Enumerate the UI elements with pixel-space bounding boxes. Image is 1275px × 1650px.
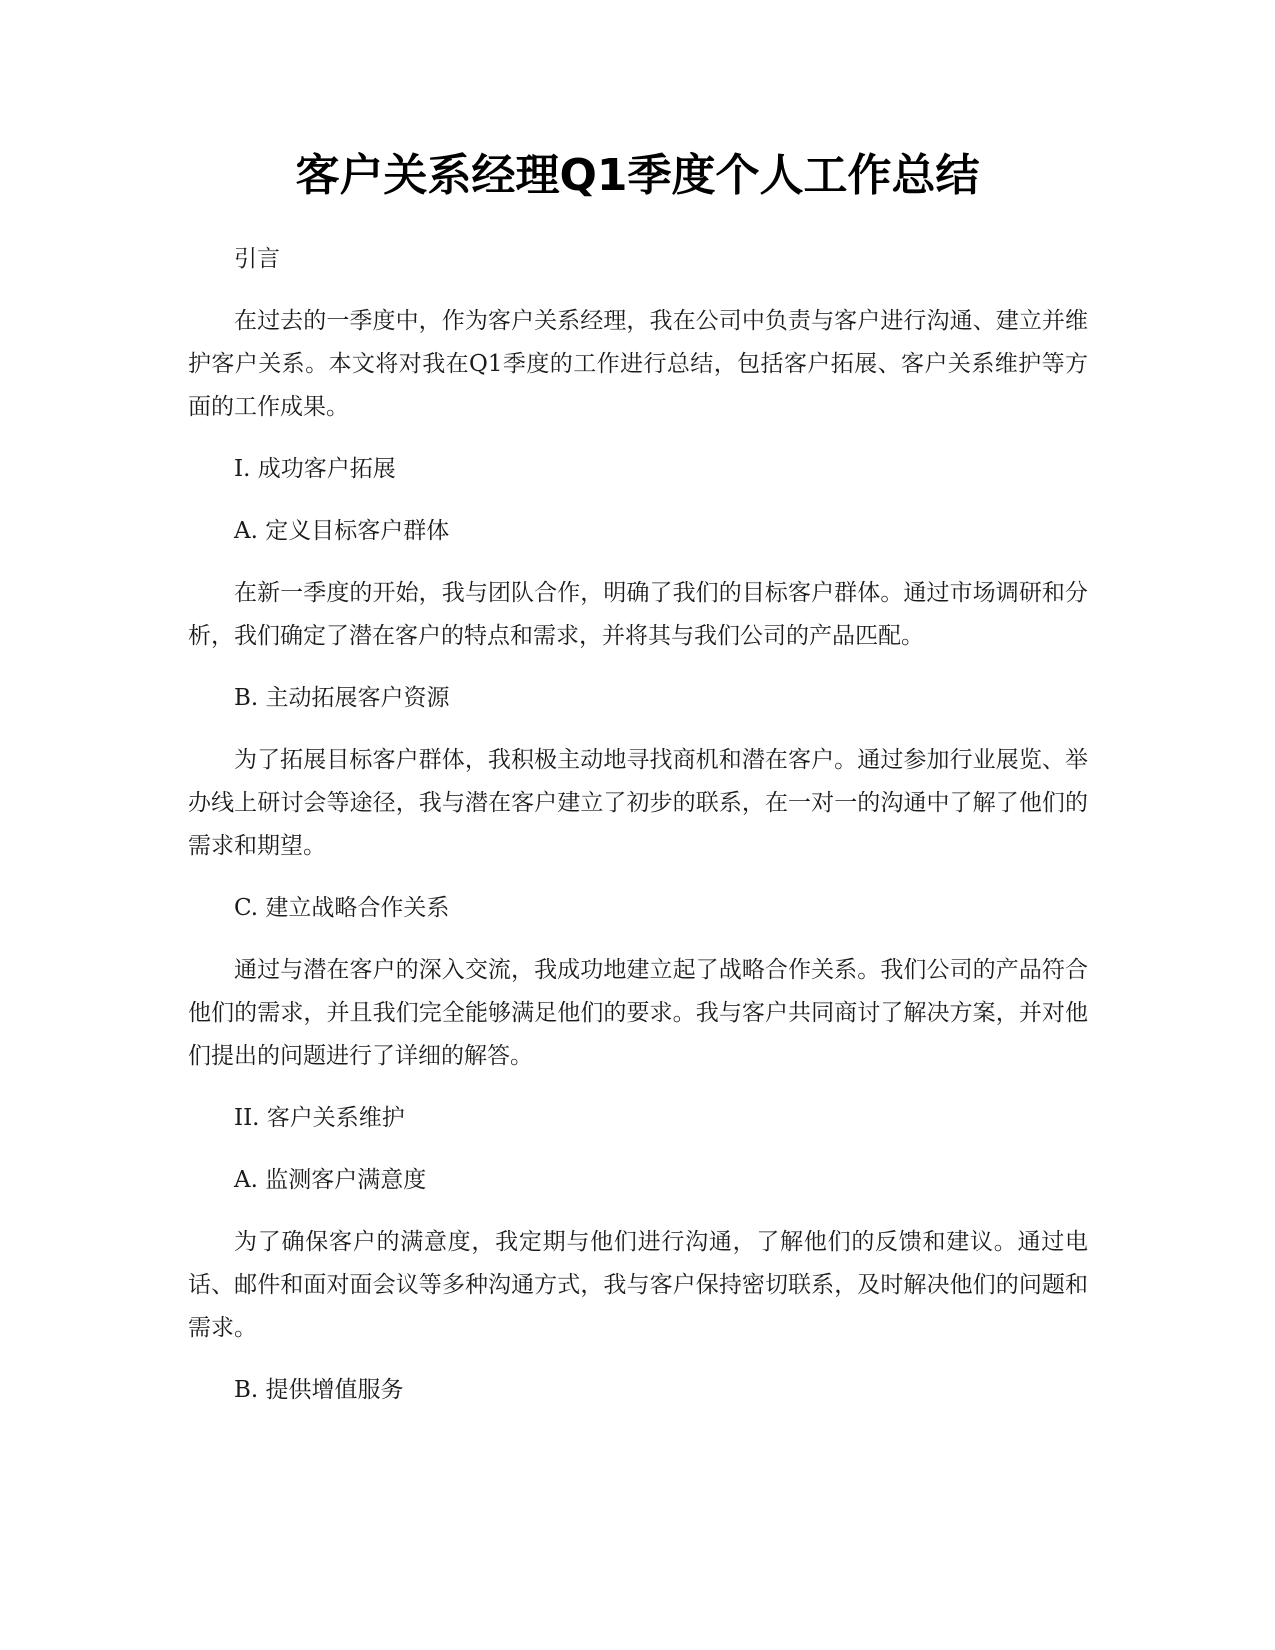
paragraph-intro: 在过去的一季度中，作为客户关系经理，我在公司中负责与客户进行沟通、建立并维护客户关系。本文将对我在Q1季度的工作进行总结，包括客户拓展、客户关系维护等方面的工作成果。: [188, 308, 1088, 420]
subsection-heading-1b: B. 主动拓展客户资源: [234, 685, 450, 711]
section-heading-2: II. 客户关系维护: [234, 1105, 405, 1131]
paragraph-1c: 通过与潜在客户的深入交流，我成功地建立起了战略合作关系。我们公司的产品符合他们的需求，并且我们完全能够满足他们的要求。我与客户共同商讨了解决方案，并对他们提出的问题进行了详细的解答。: [188, 957, 1088, 1069]
section-heading-1: I. 成功客户拓展: [234, 456, 396, 482]
subsection-heading-2b: B. 提供增值服务: [234, 1377, 404, 1403]
paragraph-2a: 为了确保客户的满意度，我定期与他们进行沟通，了解他们的反馈和建议。通过电话、邮件和面对面会议等多种沟通方式，我与客户保持密切联系，及时解决他们的问题和需求。: [188, 1229, 1088, 1341]
paragraph-1b: 为了拓展目标客户群体，我积极主动地寻找商机和潜在客户。通过参加行业展览、举办线上研讨会等途径，我与潜在客户建立了初步的联系，在一对一的沟通中了解了他们的需求和期望。: [188, 747, 1088, 859]
subsection-heading-2a: A. 监测客户满意度: [234, 1167, 427, 1193]
paragraph-1a: 在新一季度的开始，我与团队合作，明确了我们的目标客户群体。通过市场调研和分析，我们确定了潜在客户的特点和需求，并将其与我们公司的产品匹配。: [188, 580, 1088, 649]
document-body: [188, 238, 1088, 1431]
document-title: 客户关系经理Q1季度个人工作总结: [295, 150, 980, 201]
subsection-heading-1c: C. 建立战略合作关系: [234, 895, 450, 921]
paragraph-intro-heading: 引言: [234, 246, 280, 272]
subsection-heading-1a: A. 定义目标客户群体: [234, 518, 450, 544]
